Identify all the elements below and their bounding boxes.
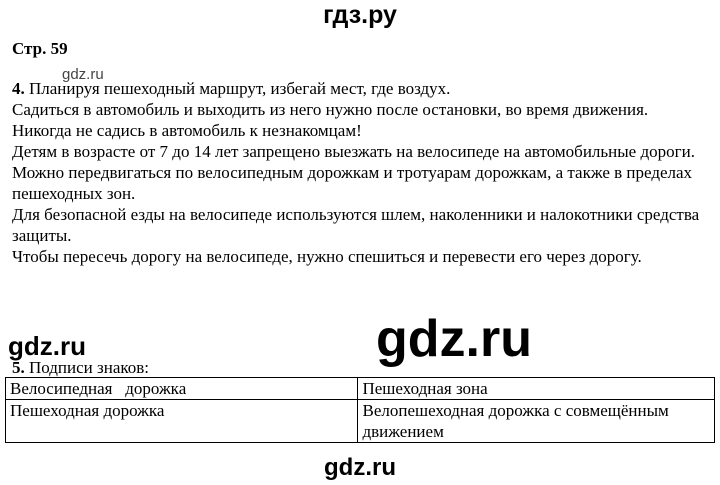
page-number: Стр. 59 [12,39,68,58]
exercise-4 [12,78,712,267]
exercise-4-line-5: Можно передвигаться по велосипедным дорожкам и тротуарам дорожкам, а также в пределах пешеходных зон. [12,163,693,203]
table-cell: Велопешеходная дорожка с совмещённым движением [358,400,715,443]
watermark-big: gdz.ru [376,310,532,368]
exercise-5-title: Подписи знаков: [29,358,150,377]
exercise-4-line-4: Детям в возрасте от 7 до 14 лет запрещено выезжать на велосипеде на автомобильные дороги. [12,142,695,161]
table-row [6,378,715,400]
watermark-top: гдз.ру [323,1,397,29]
signs-table [5,377,715,443]
table-cell: Пешеходная дорожка [6,400,358,443]
exercise-4-line-6: Для безопасной езды на велосипеде используются шлем, наколенники и налокотники средства защиты. [12,205,700,245]
watermark-left: gdz.ru [8,331,86,361]
exercise-4-text-1: Планируя пешеходный маршрут, избегай мест, где воздух. [29,79,451,98]
exercise-4-line-1 [12,78,712,99]
exercise-4-line-7: Чтобы пересечь дорогу на велосипеде, нужно спешиться и перевести его через дорогу. [12,247,642,266]
watermark-bottom: gdz.ru [324,454,396,481]
exercise-5-heading [12,358,149,378]
watermark-small: gdz.ru [62,66,104,83]
table-cell: Велосипедная дорожка [6,378,358,400]
exercise-4-line-2: Садиться в автомобиль и выходить из него нужно после остановки, во время движения. [12,100,649,119]
table-row [6,400,715,443]
exercise-5-number: 5. [12,358,25,377]
table-cell: Пешеходная зона [358,378,715,400]
exercise-4-number: 4. [12,79,25,98]
exercise-4-line-3: Никогда не садись в автомобиль к незнакомцам! [12,121,362,140]
